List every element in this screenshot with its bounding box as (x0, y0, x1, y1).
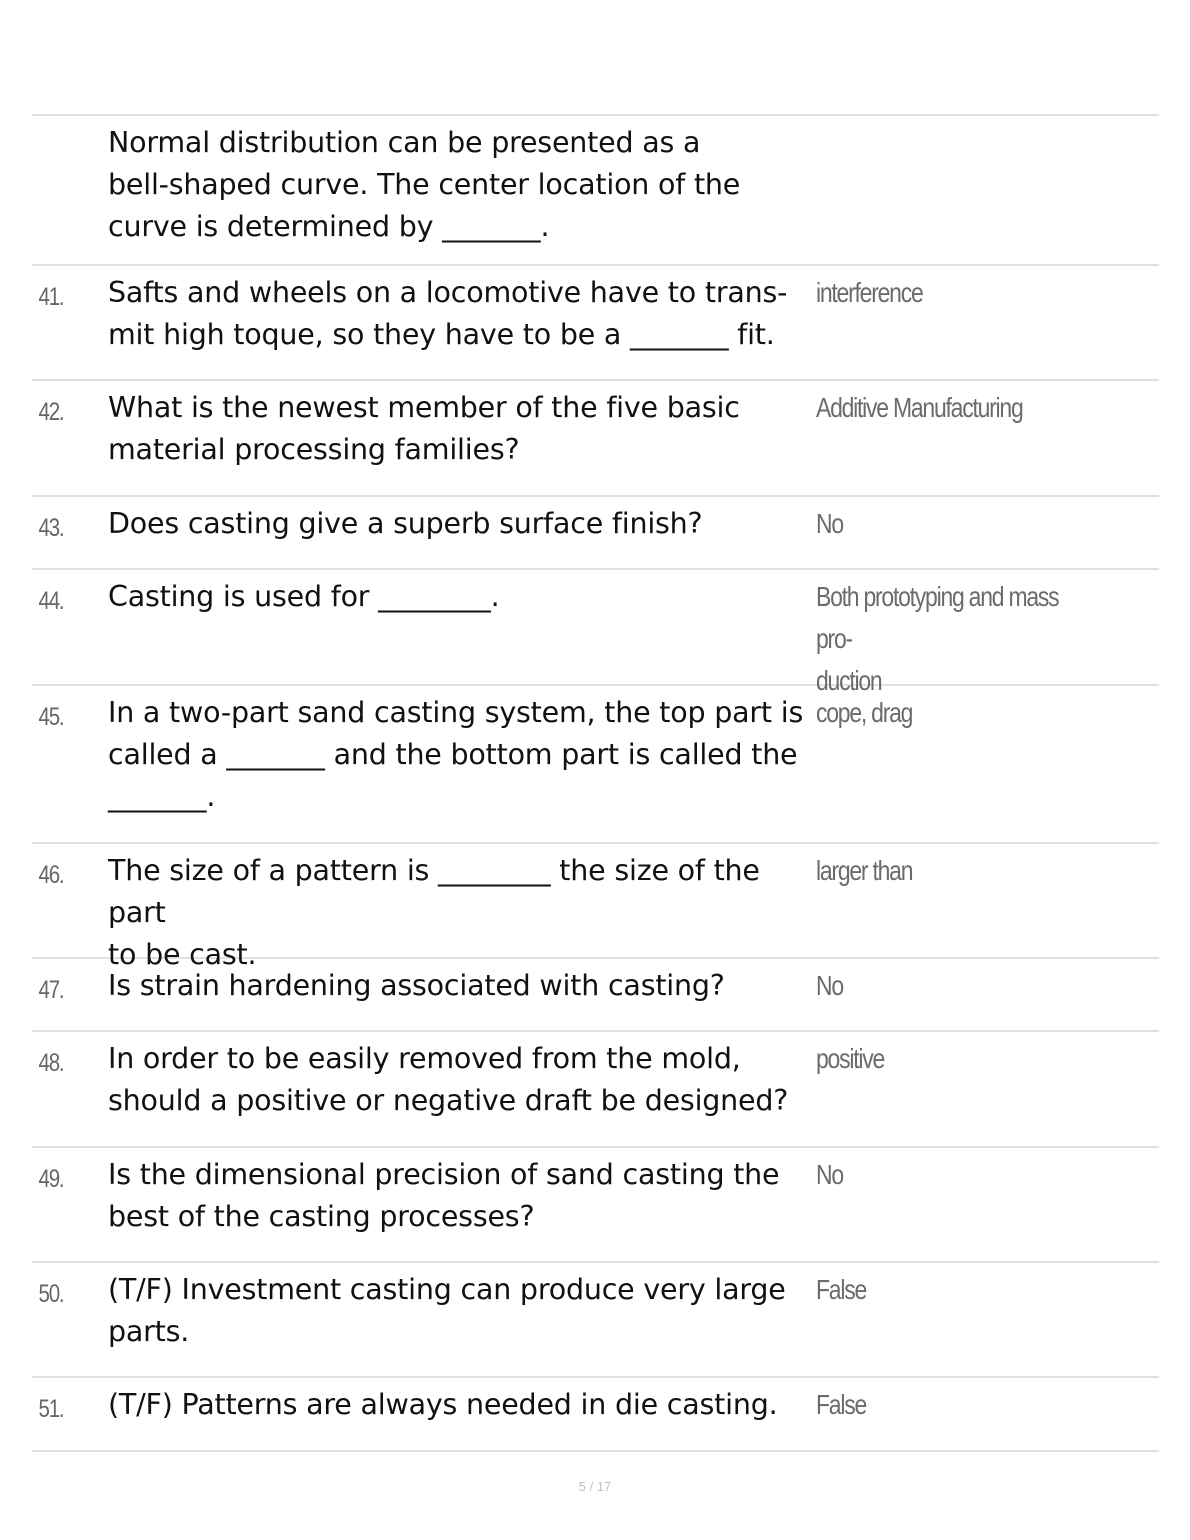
table-row (32, 570, 1159, 696)
question-text: Normal distribution can be presented as a bell-shaped curve. The center location of the curve is determined by _______. (108, 126, 741, 243)
question-number: 51. (38, 1395, 64, 1423)
question-text: (T/F) Investment casting can produce very large parts. (108, 1273, 786, 1348)
question-number: 43. (38, 514, 64, 542)
answer-text: interference (816, 277, 923, 308)
question-number (32, 116, 94, 264)
table-row (32, 1263, 1159, 1378)
question-text: Does casting give a superb surface finish? (108, 507, 703, 540)
question-number: 41. (38, 283, 64, 311)
question-text: (T/F) Patterns are always needed in die casting. (108, 1388, 778, 1421)
table-row (32, 381, 1159, 497)
answer-text: Additive Manufacturing (816, 392, 1023, 423)
answer-text: cope, drag (816, 697, 913, 728)
answer-text: No (816, 1159, 843, 1190)
question-text: In order to be easily removed from the mold, should a positive or negative draft be designed? (108, 1042, 789, 1117)
answer-text: No (816, 508, 843, 539)
table-row (32, 497, 1159, 570)
answer-text: False (816, 1274, 866, 1305)
table-row (32, 1148, 1159, 1263)
table-row (32, 844, 1159, 971)
question-text: Is strain hardening associated with casting? (108, 969, 725, 1002)
question-number: 50. (38, 1280, 64, 1308)
question-text: The size of a pattern is ________ the size of the part to be cast. (108, 854, 760, 971)
question-number: 47. (38, 976, 64, 1004)
question-table (32, 114, 1159, 1452)
question-text: Is the dimensional precision of sand casting the best of the casting processes? (108, 1158, 780, 1233)
question-number: 42. (38, 398, 64, 426)
question-number: 48. (38, 1049, 64, 1077)
question-text: Safts and wheels on a locomotive have to trans- mit high toque, so they have to be a _______ fit. (108, 276, 788, 351)
answer-text: positive (816, 1043, 885, 1074)
question-number: 45. (38, 703, 64, 731)
answer-text: larger than (816, 855, 913, 886)
table-row (32, 686, 1159, 844)
table-row (32, 959, 1159, 1032)
answer-text: False (816, 1389, 866, 1420)
question-number: 44. (38, 587, 64, 615)
table-row (32, 116, 1159, 266)
table-row (32, 1378, 1159, 1452)
answer-text (816, 116, 1097, 264)
question-number: 49. (38, 1165, 64, 1193)
table-row (32, 266, 1159, 381)
page-indicator: 5 / 17 (578, 1479, 612, 1494)
answer-text: Both prototyping and mass pro- duction (816, 581, 1059, 696)
question-text: What is the newest member of the five basic material processing families? (108, 391, 740, 466)
answer-text: No (816, 970, 843, 1001)
table-row (32, 1032, 1159, 1148)
question-number: 46. (38, 861, 64, 889)
question-text: In a two-part sand casting system, the top part is called a _______ and the bottom part is called the _______. (108, 696, 804, 813)
question-text: Casting is used for ________. (108, 580, 500, 613)
